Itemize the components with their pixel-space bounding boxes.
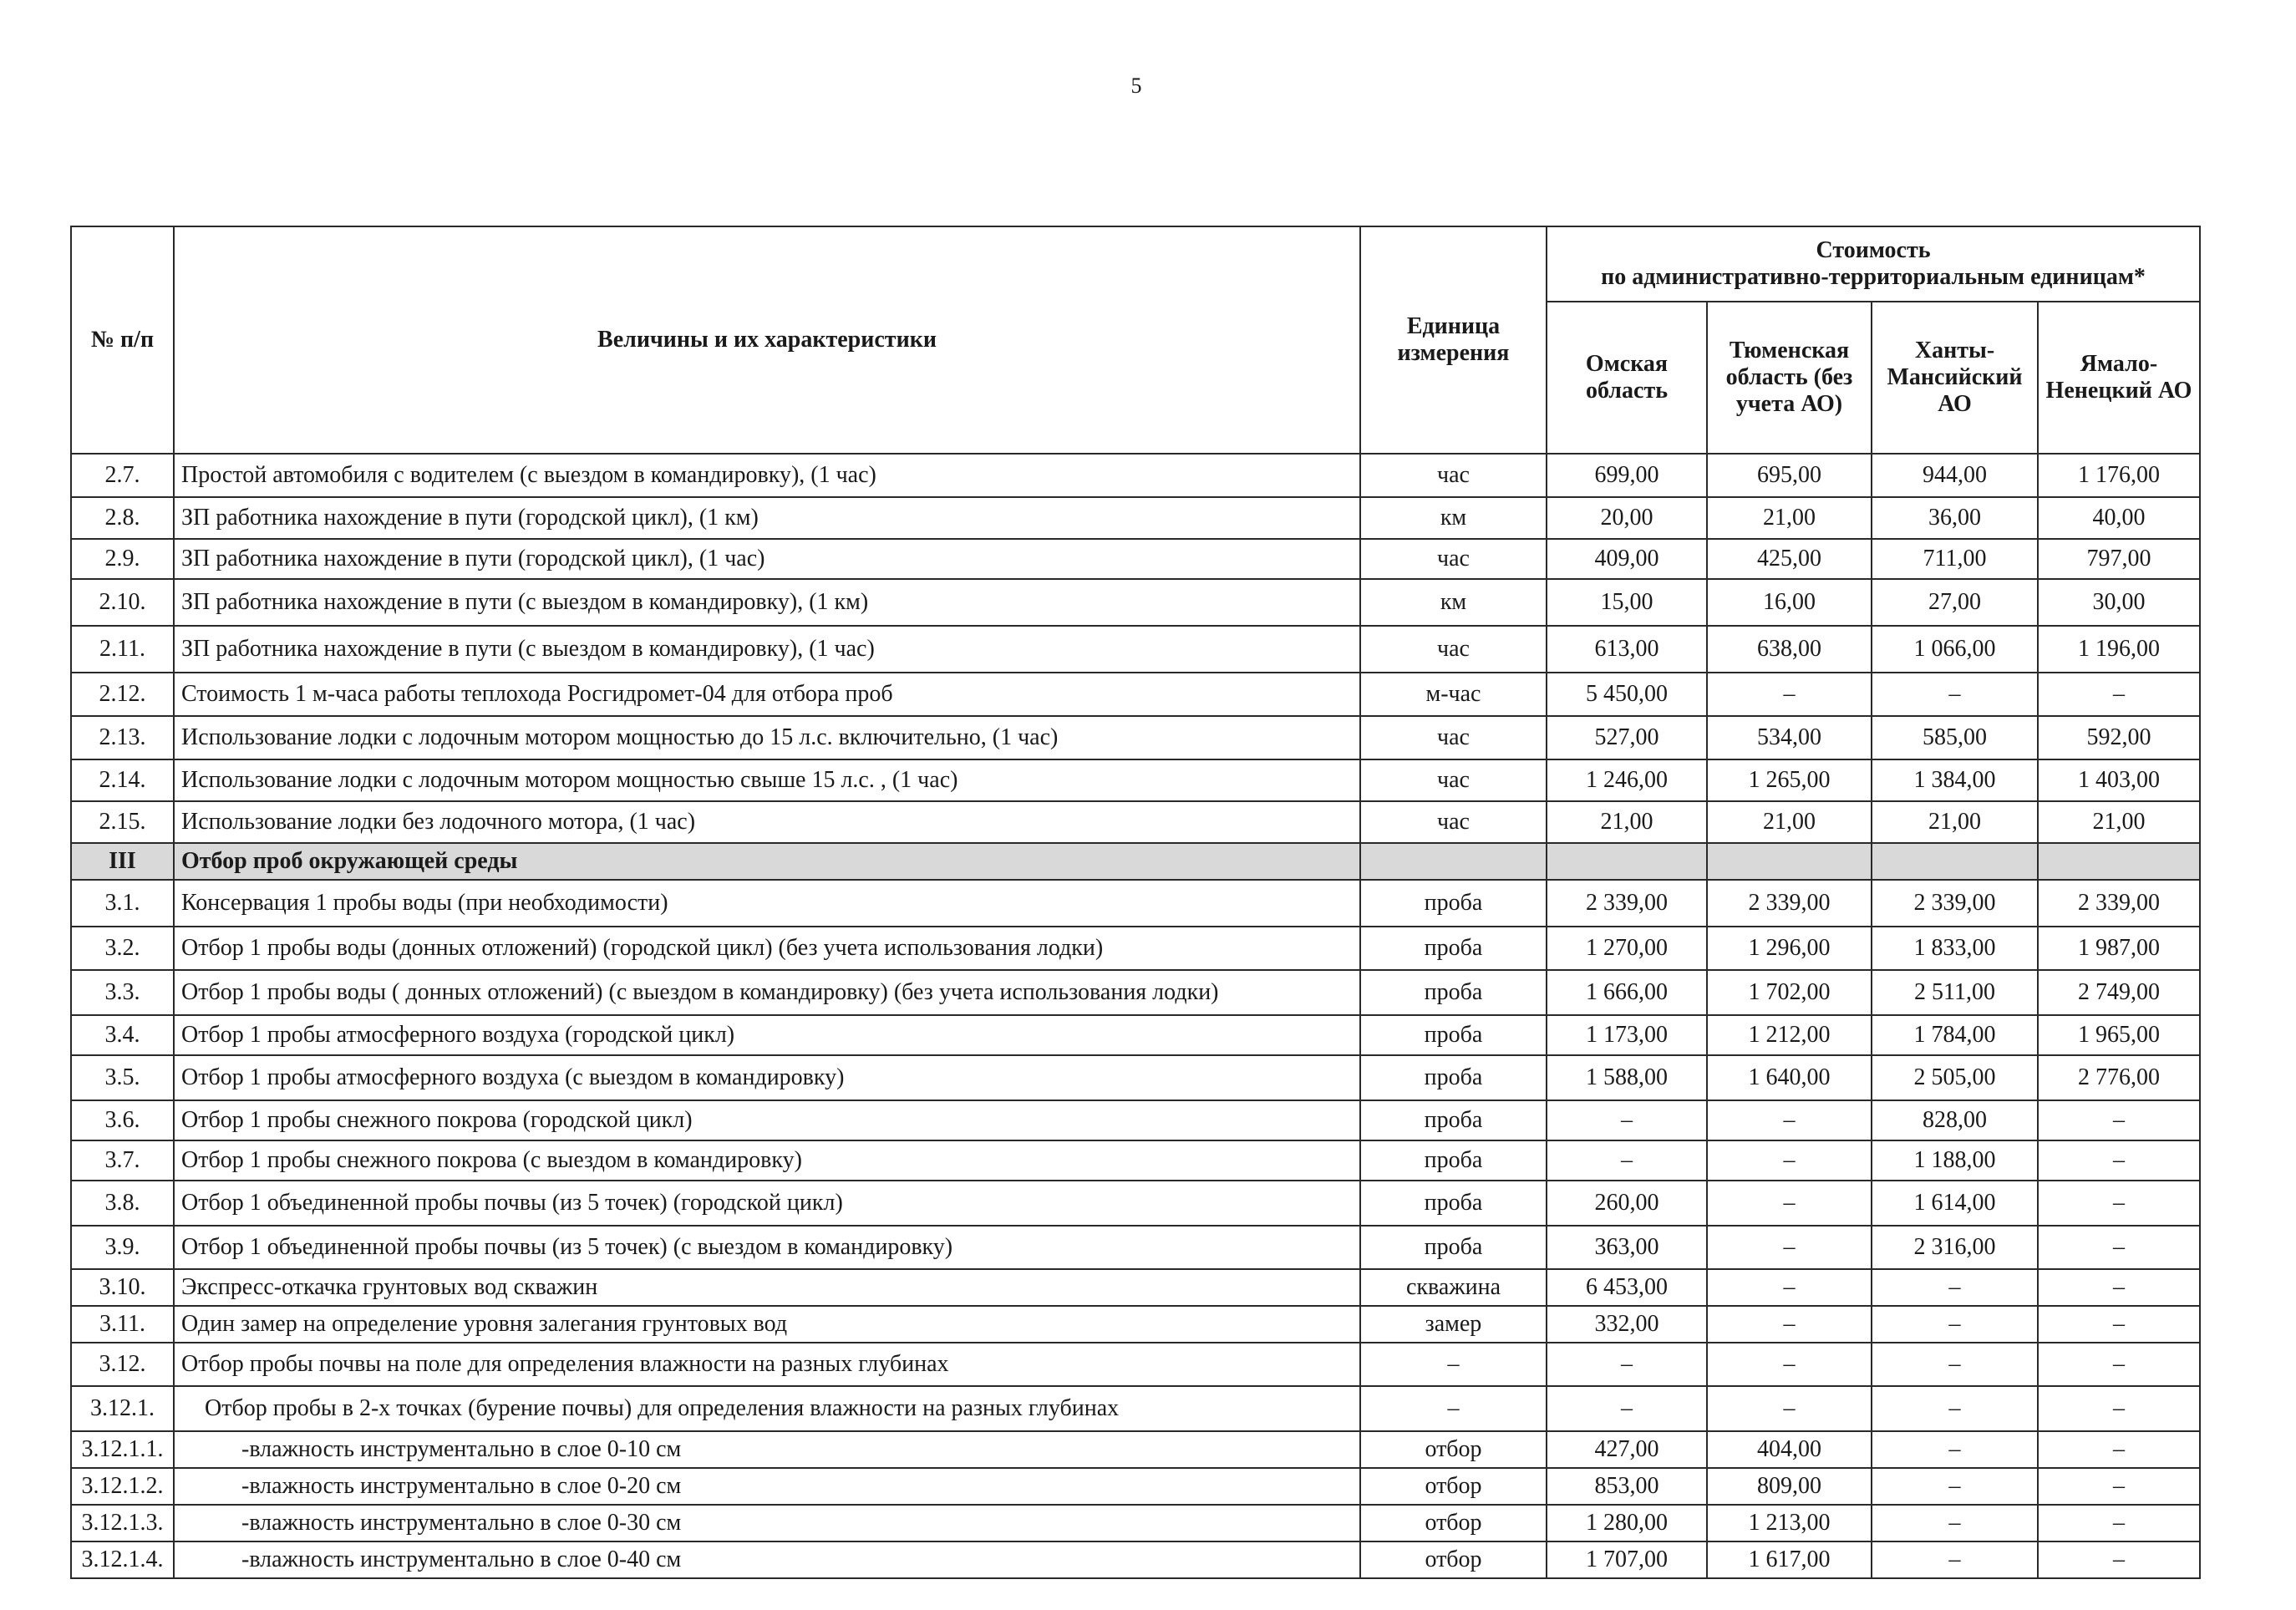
row-value-tyumen: 1 265,00 (1707, 759, 1872, 801)
row-value-yanao: 797,00 (2038, 539, 2200, 579)
table-row (71, 1015, 2200, 1055)
row-number: 3.4. (71, 1015, 174, 1055)
table-row (71, 1055, 2200, 1100)
row-value-khmao: 2 339,00 (1872, 880, 2038, 927)
row-value-yanao: – (2038, 673, 2200, 716)
row-unit: час (1360, 539, 1547, 579)
table-row (71, 673, 2200, 716)
row-value-khmao: 1 833,00 (1872, 927, 2038, 970)
header-unit: Единица измерения (1360, 226, 1547, 454)
row-value-khmao: – (1872, 1269, 2038, 1306)
row-unit: проба (1360, 1015, 1547, 1055)
row-value-omsk: 1 666,00 (1547, 970, 1707, 1015)
row-value-khmao: 585,00 (1872, 716, 2038, 759)
row-name: Отбор 1 пробы воды (донных отложений) (городской цикл) (без учета использования лодки) (174, 927, 1360, 970)
row-value-khmao: 1 066,00 (1872, 626, 2038, 673)
row-value-omsk: 1 173,00 (1547, 1015, 1707, 1055)
row-value-omsk: 699,00 (1547, 454, 1707, 497)
row-value-tyumen: – (1707, 1306, 1872, 1343)
row-name: Консервация 1 пробы воды (при необходимости) (174, 880, 1360, 927)
row-value-yanao (2038, 843, 2200, 880)
table-row (71, 970, 2200, 1015)
table-row (71, 579, 2200, 626)
row-name: Использование лодки с лодочным мотором мощностью до 15 л.с. включительно, (1 час) (174, 716, 1360, 759)
row-value-yanao: 2 776,00 (2038, 1055, 2200, 1100)
table-row (71, 759, 2200, 801)
row-number: 3.8. (71, 1181, 174, 1226)
row-name: Простой автомобиля с водителем (с выездом в командировку), (1 час) (174, 454, 1360, 497)
row-number: 3.9. (71, 1226, 174, 1269)
row-value-yanao: 2 339,00 (2038, 880, 2200, 927)
table-row (71, 539, 2200, 579)
row-unit: отбор (1360, 1505, 1547, 1541)
row-value-tyumen: 1 617,00 (1707, 1541, 1872, 1578)
row-number: 2.9. (71, 539, 174, 579)
row-value-yanao: – (2038, 1226, 2200, 1269)
row-unit: проба (1360, 1055, 1547, 1100)
row-unit: час (1360, 454, 1547, 497)
row-value-omsk (1547, 843, 1707, 880)
row-unit: замер (1360, 1306, 1547, 1343)
header-region-tyumen: Тюменская область (без учета АО) (1707, 302, 1872, 454)
row-value-yanao: 2 749,00 (2038, 970, 2200, 1015)
row-value-khmao: 1 188,00 (1872, 1140, 2038, 1181)
row-value-omsk: 1 270,00 (1547, 927, 1707, 970)
header-region-yanao: Ямало-Ненецкий АО (2038, 302, 2200, 454)
row-number: 3.3. (71, 970, 174, 1015)
row-number: 3.12.1.2. (71, 1468, 174, 1505)
row-value-yanao: 1 176,00 (2038, 454, 2200, 497)
row-value-khmao: – (1872, 1541, 2038, 1578)
row-value-khmao: 1 384,00 (1872, 759, 2038, 801)
row-value-omsk: 1 707,00 (1547, 1541, 1707, 1578)
row-number: 3.12.1.3. (71, 1505, 174, 1541)
row-value-omsk: 5 450,00 (1547, 673, 1707, 716)
row-value-khmao: – (1872, 1505, 2038, 1541)
row-unit: м-час (1360, 673, 1547, 716)
row-value-tyumen: 695,00 (1707, 454, 1872, 497)
row-number: 3.7. (71, 1140, 174, 1181)
table-row (71, 880, 2200, 927)
row-number: 2.14. (71, 759, 174, 801)
row-value-omsk: – (1547, 1100, 1707, 1140)
row-unit: час (1360, 626, 1547, 673)
row-unit: проба (1360, 1100, 1547, 1140)
row-unit: отбор (1360, 1431, 1547, 1468)
row-number: 3.12.1. (71, 1386, 174, 1431)
row-number: 3.11. (71, 1306, 174, 1343)
table-row (71, 1431, 2200, 1468)
row-value-khmao: 944,00 (1872, 454, 2038, 497)
row-number: 2.12. (71, 673, 174, 716)
row-unit: проба (1360, 1226, 1547, 1269)
row-value-khmao: – (1872, 1468, 2038, 1505)
table-row (71, 1386, 2200, 1431)
row-value-yanao: 21,00 (2038, 801, 2200, 843)
row-value-tyumen: 534,00 (1707, 716, 1872, 759)
row-unit: отбор (1360, 1541, 1547, 1578)
row-number: 3.10. (71, 1269, 174, 1306)
row-value-khmao: 27,00 (1872, 579, 2038, 626)
row-value-tyumen: 1 702,00 (1707, 970, 1872, 1015)
row-name: Отбор пробы почвы на поле для определения влажности на разных глубинах (174, 1343, 1360, 1386)
table-row (71, 716, 2200, 759)
row-unit: проба (1360, 880, 1547, 927)
row-value-omsk: 6 453,00 (1547, 1269, 1707, 1306)
table-header (71, 226, 2200, 454)
row-number: 3.6. (71, 1100, 174, 1140)
row-unit: – (1360, 1386, 1547, 1431)
table-row (71, 1226, 2200, 1269)
row-number: 3.12. (71, 1343, 174, 1386)
row-value-khmao: 36,00 (1872, 497, 2038, 539)
row-value-yanao: – (2038, 1140, 2200, 1181)
row-value-tyumen: 404,00 (1707, 1431, 1872, 1468)
row-value-yanao: – (2038, 1181, 2200, 1226)
row-value-khmao: 828,00 (1872, 1100, 2038, 1140)
table-row (71, 1181, 2200, 1226)
row-value-khmao: 1 614,00 (1872, 1181, 2038, 1226)
row-unit: км (1360, 579, 1547, 626)
row-value-omsk: 332,00 (1547, 1306, 1707, 1343)
row-value-khmao (1872, 843, 2038, 880)
row-value-yanao: – (2038, 1306, 2200, 1343)
row-name: -влажность инструментально в слое 0-10 см (174, 1431, 1360, 1468)
table-row (71, 1269, 2200, 1306)
row-value-yanao: 30,00 (2038, 579, 2200, 626)
row-value-omsk: 2 339,00 (1547, 880, 1707, 927)
row-unit (1360, 843, 1547, 880)
row-name: -влажность инструментально в слое 0-40 см (174, 1541, 1360, 1578)
row-unit: скважина (1360, 1269, 1547, 1306)
row-unit: км (1360, 497, 1547, 539)
row-value-tyumen: 1 213,00 (1707, 1505, 1872, 1541)
table-row (71, 497, 2200, 539)
row-value-yanao: 1 987,00 (2038, 927, 2200, 970)
row-unit: проба (1360, 1140, 1547, 1181)
row-value-omsk: 409,00 (1547, 539, 1707, 579)
row-value-tyumen: 16,00 (1707, 579, 1872, 626)
row-value-yanao: – (2038, 1505, 2200, 1541)
row-value-khmao: – (1872, 1431, 2038, 1468)
row-number: 3.12.1.1. (71, 1431, 174, 1468)
row-value-khmao: – (1872, 673, 2038, 716)
row-value-tyumen: 21,00 (1707, 497, 1872, 539)
row-value-omsk: 15,00 (1547, 579, 1707, 626)
header-cost-line2: по административно-территориальным единицам* (1601, 264, 2146, 290)
table-row (71, 1468, 2200, 1505)
table-row (71, 1100, 2200, 1140)
row-value-yanao: – (2038, 1386, 2200, 1431)
price-table (70, 226, 2201, 1579)
row-value-tyumen: 638,00 (1707, 626, 1872, 673)
table-row (71, 1140, 2200, 1181)
header-cost-line1: Стоимость (1816, 236, 1931, 263)
row-number: 2.7. (71, 454, 174, 497)
row-value-tyumen: 1 640,00 (1707, 1055, 1872, 1100)
row-value-omsk: 427,00 (1547, 1431, 1707, 1468)
row-name: Один замер на определение уровня залегания грунтовых вод (174, 1306, 1360, 1343)
row-number: 2.15. (71, 801, 174, 843)
row-number: 2.11. (71, 626, 174, 673)
row-value-tyumen (1707, 843, 1872, 880)
header-cost (1547, 226, 2200, 302)
row-number: III (71, 843, 174, 880)
row-name: Отбор 1 пробы атмосферного воздуха (с выездом в командировку) (174, 1055, 1360, 1100)
table-row (71, 927, 2200, 970)
row-value-yanao: – (2038, 1100, 2200, 1140)
row-value-omsk: 20,00 (1547, 497, 1707, 539)
row-value-tyumen: 809,00 (1707, 1468, 1872, 1505)
row-value-yanao: 1 196,00 (2038, 626, 2200, 673)
row-name: Отбор 1 объединенной пробы почвы (из 5 точек) (городской цикл) (174, 1181, 1360, 1226)
row-value-yanao: – (2038, 1468, 2200, 1505)
row-name: Отбор 1 пробы воды ( донных отложений) (с выездом в командировку) (без учета использования лодки) (174, 970, 1360, 1015)
table-row (71, 1306, 2200, 1343)
row-value-tyumen: – (1707, 1343, 1872, 1386)
table-row (71, 1541, 2200, 1578)
row-unit: проба (1360, 927, 1547, 970)
row-name: Отбор пробы в 2-х точках (бурение почвы) для определения влажности на разных глубинах (174, 1386, 1360, 1431)
row-name: Отбор 1 объединенной пробы почвы (из 5 точек) (с выездом в командировку) (174, 1226, 1360, 1269)
row-value-omsk: 853,00 (1547, 1468, 1707, 1505)
row-name: ЗП работника нахождение в пути (городской цикл), (1 км) (174, 497, 1360, 539)
row-number: 3.2. (71, 927, 174, 970)
header-name: Величины и их характеристики (174, 226, 1360, 454)
row-value-omsk: 613,00 (1547, 626, 1707, 673)
table-body (71, 454, 2200, 1578)
row-value-tyumen: 425,00 (1707, 539, 1872, 579)
row-value-tyumen: – (1707, 1226, 1872, 1269)
row-unit: час (1360, 801, 1547, 843)
row-number: 2.13. (71, 716, 174, 759)
section-row (71, 843, 2200, 880)
row-value-yanao: – (2038, 1541, 2200, 1578)
row-number: 3.1. (71, 880, 174, 927)
row-name: ЗП работника нахождение в пути (городской цикл), (1 час) (174, 539, 1360, 579)
row-value-khmao: 21,00 (1872, 801, 2038, 843)
row-value-khmao: – (1872, 1306, 2038, 1343)
header-num: № п/п (71, 226, 174, 454)
row-value-tyumen: – (1707, 1386, 1872, 1431)
row-value-omsk: 1 246,00 (1547, 759, 1707, 801)
row-value-omsk: – (1547, 1343, 1707, 1386)
row-value-khmao: 2 511,00 (1872, 970, 2038, 1015)
row-value-omsk: – (1547, 1386, 1707, 1431)
row-name: ЗП работника нахождение в пути (с выездом в командировку), (1 км) (174, 579, 1360, 626)
row-unit: проба (1360, 1181, 1547, 1226)
row-value-yanao: – (2038, 1343, 2200, 1386)
row-value-khmao: 2 316,00 (1872, 1226, 2038, 1269)
row-number: 2.8. (71, 497, 174, 539)
row-value-omsk: 363,00 (1547, 1226, 1707, 1269)
table-row (71, 626, 2200, 673)
row-unit: час (1360, 759, 1547, 801)
row-value-yanao: 40,00 (2038, 497, 2200, 539)
row-value-tyumen: – (1707, 1140, 1872, 1181)
row-value-khmao: – (1872, 1386, 2038, 1431)
row-name: Стоимость 1 м-часа работы теплохода Росгидромет-04 для отбора проб (174, 673, 1360, 716)
row-value-tyumen: – (1707, 1181, 1872, 1226)
row-name: ЗП работника нахождение в пути (с выездом в командировку), (1 час) (174, 626, 1360, 673)
table-row (71, 1343, 2200, 1386)
row-value-omsk: 1 280,00 (1547, 1505, 1707, 1541)
row-value-yanao: – (2038, 1431, 2200, 1468)
row-value-yanao: 1 403,00 (2038, 759, 2200, 801)
row-value-tyumen: – (1707, 1100, 1872, 1140)
header-region-omsk: Омская область (1547, 302, 1707, 454)
row-value-tyumen: 21,00 (1707, 801, 1872, 843)
row-value-khmao: – (1872, 1343, 2038, 1386)
table-row (71, 454, 2200, 497)
row-number: 3.12.1.4. (71, 1541, 174, 1578)
row-name: Отбор 1 пробы снежного покрова (городской цикл) (174, 1100, 1360, 1140)
page-number: 5 (1130, 74, 1142, 98)
row-name: -влажность инструментально в слое 0-20 см (174, 1468, 1360, 1505)
table-row (71, 801, 2200, 843)
row-value-yanao: 592,00 (2038, 716, 2200, 759)
row-name: Использование лодки без лодочного мотора, (1 час) (174, 801, 1360, 843)
row-value-omsk: 21,00 (1547, 801, 1707, 843)
header-region-khmao: Ханты-Мансийский АО (1872, 302, 2038, 454)
row-value-tyumen: 2 339,00 (1707, 880, 1872, 927)
row-value-tyumen: 1 212,00 (1707, 1015, 1872, 1055)
row-name: Отбор проб окружающей среды (174, 843, 1360, 880)
row-value-tyumen: 1 296,00 (1707, 927, 1872, 970)
row-unit: проба (1360, 970, 1547, 1015)
row-value-omsk: – (1547, 1140, 1707, 1181)
row-value-yanao: 1 965,00 (2038, 1015, 2200, 1055)
row-value-tyumen: – (1707, 673, 1872, 716)
row-name: Использование лодки с лодочным мотором мощностью свыше 15 л.с. , (1 час) (174, 759, 1360, 801)
row-value-khmao: 1 784,00 (1872, 1015, 2038, 1055)
row-unit: час (1360, 716, 1547, 759)
row-value-omsk: 260,00 (1547, 1181, 1707, 1226)
row-name: Отбор 1 пробы снежного покрова (с выездом в командировку) (174, 1140, 1360, 1181)
row-unit: – (1360, 1343, 1547, 1386)
row-value-yanao: – (2038, 1269, 2200, 1306)
row-value-khmao: 2 505,00 (1872, 1055, 2038, 1100)
row-name: -влажность инструментально в слое 0-30 см (174, 1505, 1360, 1541)
row-name: Экспресс-откачка грунтовых вод скважин (174, 1269, 1360, 1306)
row-value-omsk: 527,00 (1547, 716, 1707, 759)
row-number: 2.10. (71, 579, 174, 626)
row-number: 3.5. (71, 1055, 174, 1100)
row-name: Отбор 1 пробы атмосферного воздуха (городской цикл) (174, 1015, 1360, 1055)
row-value-khmao: 711,00 (1872, 539, 2038, 579)
row-value-omsk: 1 588,00 (1547, 1055, 1707, 1100)
table-row (71, 1505, 2200, 1541)
row-value-tyumen: – (1707, 1269, 1872, 1306)
row-unit: отбор (1360, 1468, 1547, 1505)
